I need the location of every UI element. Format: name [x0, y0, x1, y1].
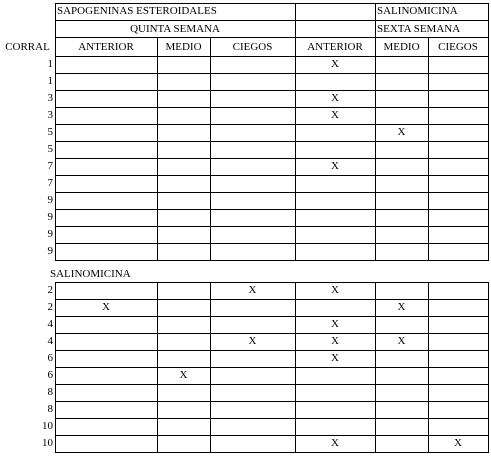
grid-line	[55, 260, 489, 261]
grid-line	[55, 192, 489, 193]
grid-line	[55, 3, 489, 4]
bottom-section-label: SALINOMICINA	[50, 267, 131, 280]
top-row-corral-label: 1	[47, 75, 53, 87]
grid-line	[55, 124, 489, 125]
grid-line	[55, 418, 489, 419]
grid-line	[375, 3, 376, 261]
grid-line	[55, 107, 489, 108]
grid-line	[55, 350, 489, 351]
grid-line	[55, 226, 489, 227]
grid-line	[55, 282, 56, 453]
top-row-corral-label: 1	[47, 58, 53, 70]
grid-line	[55, 37, 489, 38]
top-row-corral-label: 7	[47, 160, 53, 172]
top-row-corral-label: 9	[47, 245, 53, 257]
bottom-row-corral-label: 4	[47, 335, 53, 347]
grid-line	[55, 452, 489, 453]
top-row-corral-label: 5	[47, 143, 53, 155]
week-label-quinta: QUINTA SEMANA	[130, 22, 220, 35]
bottom-row-corral-label: 2	[47, 301, 53, 313]
grid-line	[157, 282, 158, 453]
top-row-corral-label: 3	[47, 109, 53, 121]
column-header: ANTERIOR	[78, 40, 134, 53]
grid-line	[55, 20, 489, 21]
grid-line	[295, 282, 296, 453]
grid-line	[210, 282, 211, 453]
top-row-x-mark: X	[397, 126, 406, 138]
grid-line	[55, 243, 489, 244]
group-label-sapogeninas: SAPOGENINAS ESTEROIDALES	[57, 5, 217, 17]
grid-line	[55, 90, 489, 91]
bottom-row-x-mark: X	[397, 335, 406, 347]
grid-line	[375, 282, 376, 453]
bottom-row-x-mark: X	[331, 437, 339, 449]
bottom-row-corral-label: 4	[47, 318, 53, 330]
column-header: CIEGOS	[438, 40, 478, 53]
grid-line	[295, 3, 296, 261]
top-row-corral-label: 9	[47, 194, 53, 206]
column-header: MEDIO	[383, 40, 420, 53]
bottom-row-x-mark: X	[331, 284, 339, 296]
grid-line	[428, 282, 429, 453]
top-row-x-mark: X	[331, 58, 339, 70]
grid-line	[55, 384, 489, 385]
top-row-corral-label: 9	[47, 228, 53, 240]
column-header: ANTERIOR	[307, 40, 363, 53]
bottom-row-corral-label: 10	[42, 420, 53, 432]
grid-line	[55, 3, 56, 261]
group-label-salinomicina-top: SALINOMICINA	[377, 5, 458, 17]
top-row-corral-label: 3	[47, 92, 53, 104]
top-row-x-mark: X	[331, 92, 339, 104]
bottom-row-x-mark: X	[102, 301, 110, 313]
grid-line	[55, 299, 489, 300]
bottom-row-corral-label: 8	[47, 403, 53, 415]
bottom-row-x-mark: X	[397, 301, 406, 313]
top-row-corral-label: 7	[47, 177, 53, 189]
bottom-row-corral-label: 8	[47, 386, 53, 398]
grid-line	[55, 56, 489, 57]
column-header: MEDIO	[165, 40, 202, 53]
bottom-row-x-mark: X	[454, 437, 462, 449]
bottom-row-x-mark: X	[331, 335, 339, 347]
grid-line	[55, 401, 489, 402]
bottom-row-x-mark: X	[179, 369, 188, 381]
grid-line	[55, 175, 489, 176]
bottom-row-x-mark: X	[248, 284, 257, 296]
grid-line	[55, 316, 489, 317]
grid-line	[55, 73, 489, 74]
top-row-x-mark: X	[331, 160, 339, 172]
top-row-corral-label: 9	[47, 211, 53, 223]
grid-line	[55, 367, 489, 368]
grid-line	[55, 209, 489, 210]
top-row-corral-label: 5	[47, 126, 53, 138]
bottom-row-x-mark: X	[248, 335, 257, 347]
grid-line	[488, 282, 489, 453]
grid-line	[55, 282, 489, 283]
bottom-row-x-mark: X	[331, 352, 339, 364]
column-header: CIEGOS	[232, 40, 273, 53]
grid-line	[488, 3, 489, 261]
grid-line	[55, 435, 489, 436]
grid-line	[55, 333, 489, 334]
grid-line	[55, 141, 489, 142]
corral-header: CORRAL	[5, 40, 50, 53]
grid-line	[55, 158, 489, 159]
bottom-row-corral-label: 2	[47, 284, 53, 296]
top-row-x-mark: X	[331, 109, 339, 121]
bottom-row-x-mark: X	[331, 318, 339, 330]
bottom-row-corral-label: 6	[47, 369, 53, 381]
grid-line	[210, 38, 211, 261]
grid-line	[428, 38, 429, 261]
week-label-sexta: SEXTA SEMANA	[377, 22, 461, 35]
bottom-row-corral-label: 10	[42, 437, 53, 449]
grid-line	[157, 38, 158, 261]
bottom-row-corral-label: 6	[47, 352, 53, 364]
